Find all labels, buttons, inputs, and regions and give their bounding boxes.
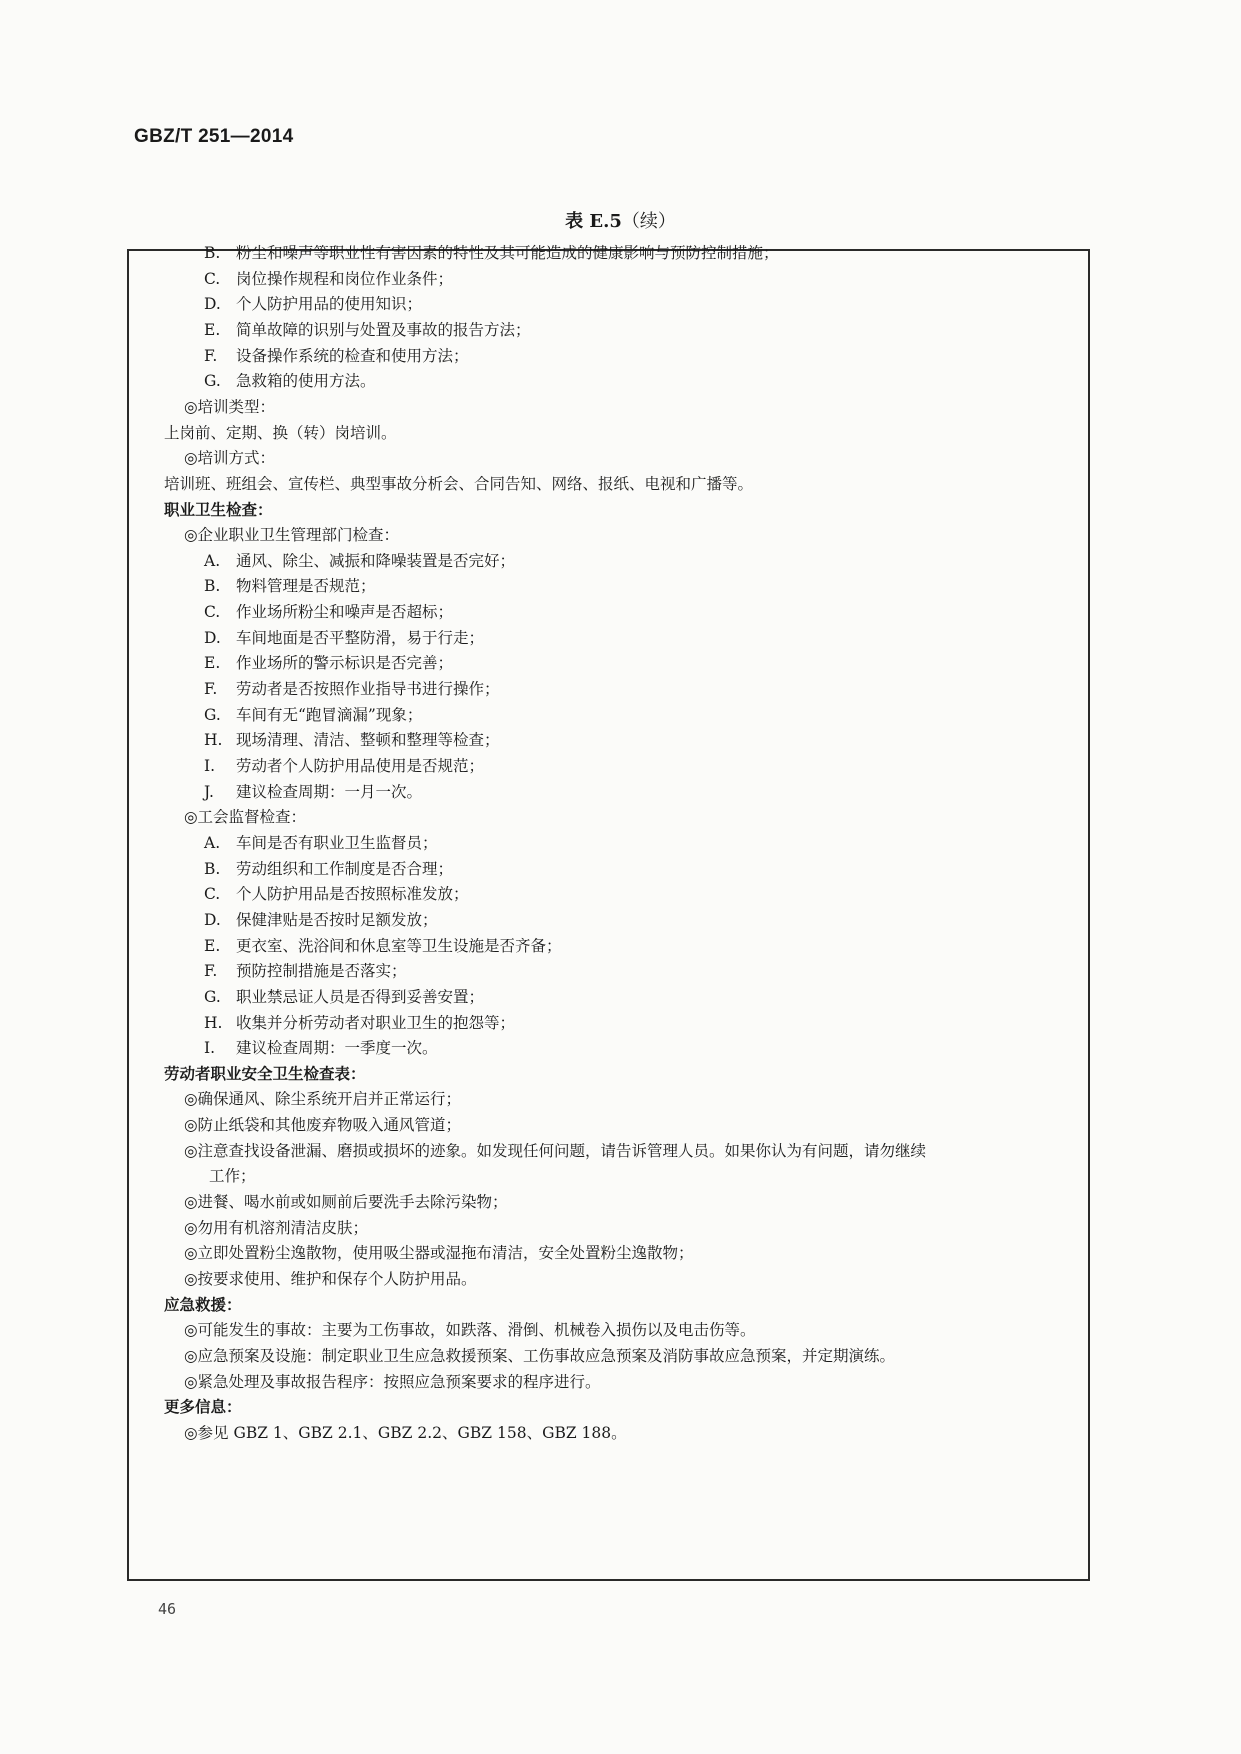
line-text: ◎紧急处理及事故报告程序：按照应急预案要求的程序进行。 bbox=[184, 1372, 601, 1391]
line-text: ◎工会监督检查： bbox=[184, 808, 307, 827]
line-text: ◎培训类型： bbox=[184, 397, 276, 416]
list-item-label: B. bbox=[204, 859, 221, 878]
line-text: ◎可能发生的事故：主要为工伤事故，如跌落、滑倒、机械卷入损伤以及电击伤等。 bbox=[184, 1321, 756, 1340]
line-text: 职业禁忌证人员是否得到妥善安置； bbox=[236, 987, 485, 1006]
list-item bbox=[204, 551, 515, 571]
line-text: 现场清理、清洁、整顿和整理等检查； bbox=[236, 731, 500, 750]
table-title-continued: （续） bbox=[621, 211, 676, 232]
list-item bbox=[204, 653, 453, 673]
line-text: 建议检查周期：一季度一次。 bbox=[236, 1039, 438, 1058]
text-line bbox=[184, 1346, 895, 1366]
section-heading bbox=[164, 1295, 242, 1315]
line-text: 预防控制措施是否落实； bbox=[236, 962, 407, 981]
list-item-label: F. bbox=[204, 962, 218, 981]
line-text: 应急救援： bbox=[164, 1294, 242, 1314]
text-line bbox=[184, 1423, 627, 1443]
list-item bbox=[204, 833, 438, 853]
list-item-label: J. bbox=[204, 782, 214, 801]
text-line bbox=[184, 1218, 368, 1238]
section-heading bbox=[164, 1397, 242, 1417]
list-item-label: E. bbox=[204, 320, 221, 339]
list-item-label: I. bbox=[204, 1039, 216, 1058]
list-item bbox=[204, 1038, 438, 1058]
line-text: ◎培训方式： bbox=[184, 449, 276, 468]
line-text: 车间是否有职业卫生监督员； bbox=[236, 833, 438, 852]
text-line bbox=[184, 1141, 926, 1161]
list-item bbox=[204, 730, 500, 750]
text-line bbox=[184, 1243, 694, 1263]
list-item-label: I. bbox=[204, 757, 216, 775]
line-text: ◎注意查找设备泄漏、磨损或损坏的迹象。如发现任何问题，请告诉管理人员。如果你认为有问题，请勿继续 bbox=[184, 1141, 927, 1160]
list-item-label: C. bbox=[204, 885, 221, 904]
line-text: 作业场所的警示标识是否完善； bbox=[236, 654, 454, 673]
text-line bbox=[209, 1166, 256, 1186]
line-text: 设备操作系统的检查和使用方法； bbox=[236, 346, 469, 365]
line-text: ◎确保通风、除尘系统开启并正常运行； bbox=[184, 1090, 462, 1109]
list-item bbox=[204, 1013, 515, 1033]
list-item bbox=[204, 294, 422, 314]
list-item bbox=[204, 243, 779, 263]
line-text: 保健津贴是否按时足额发放； bbox=[236, 910, 438, 929]
text-line bbox=[184, 1089, 461, 1109]
line-text: ◎参见 GBZ 1、GBZ 2.1、GBZ 2.2、GBZ 158、GBZ 188。 bbox=[184, 1423, 627, 1442]
line-text: 培训班、班组会、宣传栏、典型事故分析会、合同告知、网络、报纸、电视和广播等。 bbox=[164, 474, 754, 493]
list-item bbox=[204, 782, 422, 802]
line-text: 通风、除尘、减振和降噪装置是否完好； bbox=[236, 551, 516, 570]
document-code: GBZ/T 251—2014 bbox=[134, 126, 294, 147]
section-heading bbox=[164, 500, 273, 520]
line-text: 建议检查周期：一月一次。 bbox=[236, 782, 423, 801]
list-item bbox=[204, 987, 484, 1007]
list-item-label: D. bbox=[204, 628, 221, 647]
list-item bbox=[204, 705, 422, 725]
list-item-label: A. bbox=[204, 551, 221, 570]
text-line bbox=[184, 397, 275, 417]
list-item-label: E. bbox=[204, 936, 221, 955]
text-line bbox=[184, 1320, 756, 1340]
list-item bbox=[204, 910, 438, 930]
list-item-label: B. bbox=[204, 577, 221, 596]
text-line bbox=[184, 448, 275, 468]
line-text: 简单故障的识别与处置及事故的报告方法； bbox=[236, 320, 531, 339]
list-item bbox=[204, 269, 453, 289]
list-item-label: H. bbox=[204, 731, 223, 750]
line-text: 车间有无“跑冒滴漏”现象； bbox=[236, 705, 423, 724]
list-item-label: G. bbox=[204, 987, 221, 1006]
text-line bbox=[184, 525, 399, 545]
list-item bbox=[204, 961, 407, 981]
line-text: ◎按要求使用、维护和保存个人防护用品。 bbox=[184, 1270, 477, 1288]
table-content-box bbox=[127, 244, 1090, 1581]
list-item bbox=[204, 884, 469, 904]
page-number: 46 bbox=[158, 1600, 177, 1618]
text-line bbox=[184, 1269, 477, 1289]
list-item-label: A. bbox=[204, 833, 221, 852]
text-line bbox=[184, 1372, 601, 1392]
list-item bbox=[204, 576, 376, 596]
list-item-label: C. bbox=[204, 603, 221, 622]
line-text: ◎应急预案及设施：制定职业卫生应急救援预案、工伤事故应急预案及消防事故应急预案，并定期演练。 bbox=[184, 1346, 896, 1365]
line-text: 上岗前、定期、换（转）岗培训。 bbox=[164, 423, 397, 442]
text-line bbox=[184, 1115, 461, 1135]
line-text: ◎进餐、喝水前或如厕前后要洗手去除污染物； bbox=[184, 1193, 508, 1212]
line-text: 收集并分析劳动者对职业卫生的抱怨等； bbox=[236, 1013, 516, 1032]
line-text: 工作； bbox=[209, 1167, 256, 1186]
line-text: 个人防护用品是否按照标准发放； bbox=[236, 885, 469, 904]
line-text: 作业场所粉尘和噪声是否超标； bbox=[236, 603, 454, 622]
list-item-label: F. bbox=[204, 346, 218, 365]
line-text: 物料管理是否规范； bbox=[236, 577, 376, 596]
line-text: 车间地面是否平整防滑，易于行走； bbox=[236, 628, 485, 647]
line-text: 劳动者个人防护用品使用是否规范； bbox=[236, 757, 485, 775]
list-item-label: D. bbox=[204, 910, 221, 929]
list-item bbox=[204, 320, 531, 340]
line-text: ◎企业职业卫生管理部门检查： bbox=[184, 526, 400, 545]
text-line bbox=[164, 423, 397, 443]
list-item-label: G. bbox=[204, 372, 221, 391]
line-text: 劳动组织和工作制度是否合理； bbox=[236, 859, 454, 878]
table-title-main: 表 E.5 bbox=[565, 211, 622, 232]
text-line bbox=[184, 1192, 508, 1212]
list-item bbox=[204, 628, 484, 648]
line-text: ◎立即处置粉尘逸散物，使用吸尘器或湿拖布清洁，安全处置粉尘逸散物； bbox=[184, 1244, 694, 1263]
line-text: 更多信息： bbox=[164, 1397, 242, 1417]
line-text: ◎防止纸袋和其他废弃物吸入通风管道； bbox=[184, 1116, 462, 1135]
text-line bbox=[164, 474, 753, 494]
list-item bbox=[204, 936, 562, 956]
line-text: 急救箱的使用方法。 bbox=[236, 372, 376, 391]
list-item-label: G. bbox=[204, 705, 221, 724]
list-item-label: D. bbox=[204, 295, 221, 314]
line-text: 劳动者职业安全卫生检查表： bbox=[164, 1063, 366, 1083]
line-text: 粉尘和噪声等职业性有害因素的特性及其可能造成的健康影响与预防控制措施； bbox=[236, 244, 779, 262]
list-item bbox=[204, 371, 376, 391]
line-text: 劳动者是否按照作业指导书进行操作； bbox=[236, 680, 500, 699]
line-text: 职业卫生检查： bbox=[164, 499, 273, 519]
list-item-label: C. bbox=[204, 269, 221, 288]
text-line bbox=[184, 807, 306, 827]
section-heading bbox=[164, 1064, 366, 1084]
list-item bbox=[204, 859, 453, 879]
list-item-label: B. bbox=[204, 244, 221, 262]
list-item-label: E. bbox=[204, 654, 221, 673]
line-text: 更衣室、洗浴间和休息室等卫生设施是否齐备； bbox=[236, 936, 562, 955]
table-title bbox=[0, 207, 1241, 233]
line-text: ◎勿用有机溶剂清洁皮肤； bbox=[184, 1218, 369, 1237]
list-item bbox=[204, 679, 500, 699]
list-item bbox=[204, 756, 484, 776]
list-item-label: H. bbox=[204, 1013, 223, 1032]
line-text: 个人防护用品的使用知识； bbox=[236, 295, 423, 314]
list-item bbox=[204, 602, 453, 622]
list-item-label: F. bbox=[204, 680, 218, 699]
list-item bbox=[204, 346, 469, 366]
line-text: 岗位操作规程和岗位作业条件； bbox=[236, 269, 454, 288]
